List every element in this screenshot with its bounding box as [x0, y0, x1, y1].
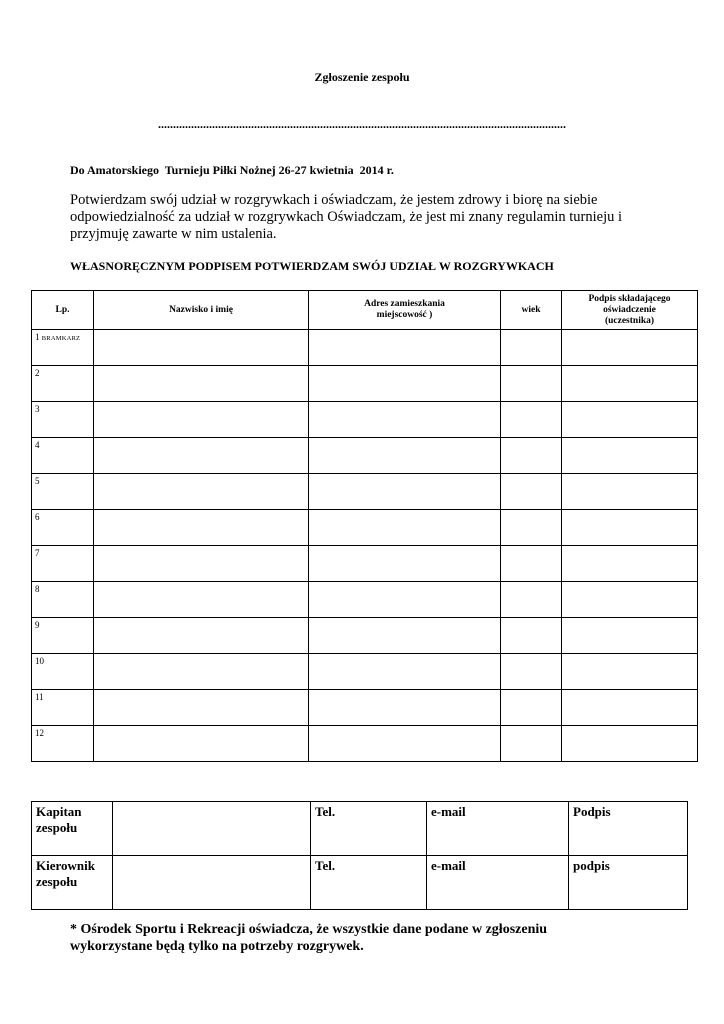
declaration-line: Potwierdzam swój udział w rozgrywkach i oświadczam, że jestem zdrowy i biorę na siebie	[70, 192, 598, 208]
age-cell[interactable]	[501, 618, 562, 654]
captain-tel-field[interactable]	[311, 802, 427, 856]
signature-cell[interactable]	[562, 618, 698, 654]
header-address	[309, 291, 501, 330]
footnote	[70, 921, 670, 955]
signature-cell[interactable]	[562, 330, 698, 366]
age-cell[interactable]	[501, 510, 562, 546]
header-address-line: miejscowość )	[376, 310, 433, 320]
age-cell[interactable]	[501, 582, 562, 618]
captain-signature-field[interactable]	[569, 802, 688, 856]
captain-label-cell	[32, 802, 113, 856]
addressee-line: Do Amatorskiego Turnieju Piłki Nożnej 26-27 kwietnia 2014 r.	[70, 163, 394, 177]
manager-label: Kierownik	[36, 858, 95, 873]
row-number-cell: 2	[32, 366, 94, 402]
declaration-line: przyjmuję zawarte w nim ustalenia.	[70, 226, 277, 242]
signature-label: podpis	[573, 858, 610, 873]
signature-cell[interactable]	[562, 366, 698, 402]
signature-cell[interactable]	[562, 690, 698, 726]
header-signature	[562, 291, 698, 330]
captain-email-field[interactable]	[427, 802, 569, 856]
row-number-cell: 5	[32, 474, 94, 510]
signature-cell[interactable]	[562, 510, 698, 546]
table-row	[32, 618, 698, 654]
manager-label-cell	[32, 856, 113, 910]
row-number-cell: 12	[32, 726, 94, 762]
address-cell[interactable]	[309, 654, 501, 690]
table-row	[32, 330, 698, 366]
row-number-cell	[32, 330, 94, 366]
header-address-line: Adres zamieszkania	[364, 299, 445, 309]
age-cell[interactable]	[501, 690, 562, 726]
age-cell[interactable]	[501, 726, 562, 762]
table-row	[32, 438, 698, 474]
address-cell[interactable]	[309, 366, 501, 402]
address-cell[interactable]	[309, 510, 501, 546]
goalkeeper-label: BRAMKARZ	[41, 335, 81, 342]
contact-table	[31, 801, 688, 910]
address-cell[interactable]	[309, 438, 501, 474]
signature-cell[interactable]	[562, 438, 698, 474]
manager-label: zespołu	[36, 874, 78, 889]
name-cell[interactable]	[94, 330, 309, 366]
age-cell[interactable]	[501, 474, 562, 510]
players-table-header-row	[32, 291, 698, 330]
table-row	[32, 402, 698, 438]
address-cell[interactable]	[309, 690, 501, 726]
name-cell[interactable]	[94, 690, 309, 726]
declaration-paragraph	[70, 192, 650, 243]
captain-row	[32, 802, 688, 856]
row-number-cell: 9	[32, 618, 94, 654]
row-number-cell: 8	[32, 582, 94, 618]
header-lp: Lp.	[32, 291, 94, 330]
name-cell[interactable]	[94, 438, 309, 474]
address-cell[interactable]	[309, 618, 501, 654]
signature-cell[interactable]	[562, 546, 698, 582]
signature-cell[interactable]	[562, 582, 698, 618]
address-cell[interactable]	[309, 402, 501, 438]
age-cell[interactable]	[501, 330, 562, 366]
row-number-cell: 3	[32, 402, 94, 438]
table-row	[32, 474, 698, 510]
captain-label: Kapitan	[36, 804, 82, 819]
age-cell[interactable]	[501, 546, 562, 582]
name-cell[interactable]	[94, 726, 309, 762]
name-cell[interactable]	[94, 618, 309, 654]
manager-signature-field[interactable]	[569, 856, 688, 910]
manager-email-field[interactable]	[427, 856, 569, 910]
age-cell[interactable]	[501, 402, 562, 438]
row-number-cell: 6	[32, 510, 94, 546]
signature-cell[interactable]	[562, 726, 698, 762]
manager-row	[32, 856, 688, 910]
name-cell[interactable]	[94, 546, 309, 582]
age-cell[interactable]	[501, 438, 562, 474]
table-row	[32, 726, 698, 762]
tel-label: Tel.	[315, 858, 336, 873]
row-number-cell: 7	[32, 546, 94, 582]
age-cell[interactable]	[501, 654, 562, 690]
footnote-line: * Ośrodek Sportu i Rekreacji oświadcza, że wszystkie dane podane w zgłoszeniu	[70, 922, 548, 937]
name-cell[interactable]	[94, 366, 309, 402]
row-number-cell: 11	[32, 690, 94, 726]
row-number: 1	[35, 332, 40, 342]
players-table	[31, 290, 698, 762]
row-number-cell: 4	[32, 438, 94, 474]
name-cell[interactable]	[94, 402, 309, 438]
name-cell[interactable]	[94, 654, 309, 690]
signature-cell[interactable]	[562, 402, 698, 438]
table-row	[32, 510, 698, 546]
name-cell[interactable]	[94, 582, 309, 618]
row-number-cell: 10	[32, 654, 94, 690]
age-cell[interactable]	[501, 366, 562, 402]
captain-name-field[interactable]	[113, 802, 311, 856]
team-name-blank-line[interactable]: ........................................................................................................................................	[158, 117, 566, 131]
table-row	[32, 654, 698, 690]
address-cell[interactable]	[309, 726, 501, 762]
manager-tel-field[interactable]	[311, 856, 427, 910]
signature-cell[interactable]	[562, 654, 698, 690]
header-name: Nazwisko i imię	[94, 291, 309, 330]
header-signature-line: oświadczenie	[603, 304, 656, 315]
address-cell[interactable]	[309, 474, 501, 510]
header-age: wiek	[501, 291, 562, 330]
header-signature-line: (uczestnika)	[604, 315, 655, 326]
email-label: e-mail	[431, 858, 466, 873]
signature-cell[interactable]	[562, 474, 698, 510]
address-cell[interactable]	[309, 330, 501, 366]
address-cell[interactable]	[309, 546, 501, 582]
form-title: Zgłoszenie zespołu	[314, 70, 410, 84]
table-row	[32, 690, 698, 726]
declaration-line: odpowiedzialność za udział w rozgrywkach Oświadczam, że jest mi znany regulamin turnieju i	[70, 209, 623, 225]
signature-heading: WŁASNORĘCZNYM PODPISEM POTWIERDZAM SWÓJ UDZIAŁ W ROZGRYWKACH	[70, 259, 554, 273]
name-cell[interactable]	[94, 510, 309, 546]
address-cell[interactable]	[309, 582, 501, 618]
table-row	[32, 546, 698, 582]
name-cell[interactable]	[94, 474, 309, 510]
table-row	[32, 366, 698, 402]
tel-label: Tel.	[315, 804, 336, 819]
captain-label: zespołu	[36, 820, 78, 835]
email-label: e-mail	[431, 804, 466, 819]
table-row	[32, 582, 698, 618]
signature-label: Podpis	[573, 804, 611, 819]
manager-name-field[interactable]	[113, 856, 311, 910]
footnote-line: wykorzystane będą tylko na potrzeby rozgrywek.	[70, 939, 364, 954]
header-signature-line: Podpis składającego	[588, 293, 671, 304]
